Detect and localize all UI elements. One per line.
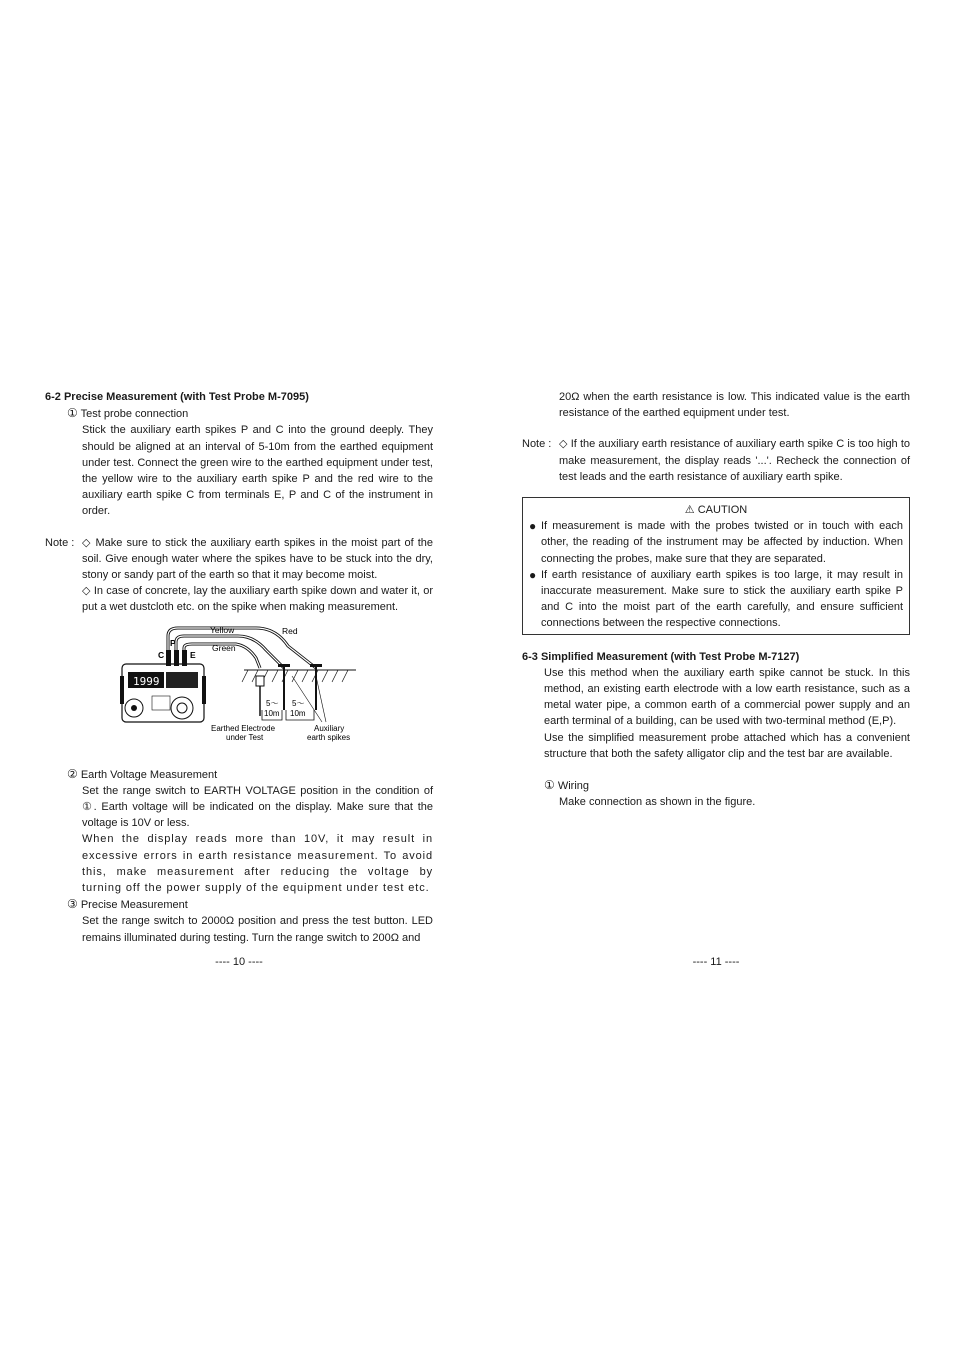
earthed-electrode-clip — [256, 676, 264, 686]
distance-2-bottom: 10m — [290, 708, 306, 718]
display-reading: 1999 — [133, 674, 160, 688]
red-label: Red — [282, 625, 298, 636]
step-title: Earth Voltage Measurement — [80, 768, 218, 781]
step1-title — [67, 405, 433, 422]
step-number: ① — [67, 406, 78, 421]
note-text: If the auxiliary earth resistance of auxiliary earth spike C is too high to make measurement, the display reads '...'. Recheck the connection of test leads and the earth resistance of auxiliary earth spike. — [559, 438, 910, 483]
terminal-c-label: C — [158, 649, 165, 660]
paragraph: 20Ω when the earth resistance is low. This indicated value is the earth resistance of the earthed equipment under test. — [559, 391, 910, 420]
step-title: Wiring — [557, 780, 589, 793]
warning-icon: ⚠ — [684, 504, 695, 517]
step1-text — [82, 422, 433, 519]
terminal-e — [182, 650, 187, 666]
caution-item-2 — [529, 567, 903, 632]
note-label: Note : — [45, 536, 75, 549]
paragraph: Set the range switch to 2000Ω position and press the test button. LED remains illuminated during testing. Turn the range switch to 200Ω and — [82, 915, 433, 944]
note-item — [559, 436, 910, 485]
note-label: Note : — [522, 438, 552, 451]
caution-text: If earth resistance of auxiliary earth spikes is too large, it may result in inaccurate measurement. Make sure to stick the auxiliary earth spike P and C into the moist part of the earth carefully, and ensure sufficient connections between the respective connections. — [541, 568, 903, 630]
step3-title — [67, 896, 433, 913]
note-item-1 — [82, 535, 433, 584]
note-item-2 — [82, 583, 433, 615]
caution-title — [529, 502, 903, 518]
paragraph: Use this method when the auxiliary earth spike cannot be stuck. In this method, an existing earth electrode with a low earth resistance, such as a metal water pipe, a common earth of a commercial power supply and an earth terminal of a building, can be used with two-terminal method (E,P). — [544, 666, 910, 728]
section-heading-6-2: 6-2 Precise Measurement (with Test Probe M-7095) — [45, 391, 309, 403]
earthed-electrode-label-2: under Test — [226, 732, 264, 742]
step-number: ② — [67, 766, 78, 781]
step-number: ③ — [67, 897, 78, 912]
instrument-label-panel — [166, 672, 198, 688]
section-6-3-text — [544, 665, 910, 762]
diamond-icon: ◇ — [559, 437, 568, 451]
note-block — [45, 535, 433, 616]
earthed-electrode-label-1: Earthed Electrode — [211, 723, 276, 733]
note-text: In case of concrete, lay the auxiliary earth spike down and water it, or put a wet dustcloth etc. on the spike when making measurement. — [82, 585, 433, 614]
diamond-icon: ◇ — [82, 584, 91, 598]
terminal-e-label: E — [190, 649, 196, 660]
terminal-p — [174, 650, 179, 666]
page-number-left: ---- 10 ---- — [215, 956, 263, 968]
diamond-icon: ◇ — [82, 535, 92, 549]
left-page — [45, 389, 433, 946]
distance-2-top: 5～ — [292, 698, 305, 708]
step2-text — [82, 783, 433, 896]
step2-title — [67, 766, 433, 783]
instrument-side-grip — [120, 676, 124, 704]
caution-text: If measurement is made with the probes twisted or in touch with each other, the reading of the instrument may be affected by induction. When connecting the probes, make sure that they are separated. — [541, 520, 903, 565]
wiring-title — [544, 777, 910, 794]
paragraph: Use the simplified measurement probe attached which has a convenient structure that both the safety alligator clip and the test bar are available. — [544, 731, 910, 760]
paragraph: Stick the auxiliary earth spikes P and C into the ground deeply. They should be aligned at an interval of 5-10m from the earthed equipment under test. Connect the green wire to the earthed equipment under test, the yellow wire to the auxiliary earth spike P and the red wire to the auxiliary earth spike C from terminals E, P and C of the instrument in order. — [82, 424, 433, 518]
instrument-side-grip — [202, 676, 206, 704]
note-text: Make sure to stick the auxiliary earth spikes in the moist part of the soil. Give enough water where the spikes have to be stuck into the dry, stony or sandy part of the earth so that it may become moist. — [82, 536, 433, 582]
terminal-p-label: P — [170, 637, 176, 648]
aux-spikes-label-1: Auxiliary — [314, 723, 345, 733]
continued-text — [559, 389, 910, 421]
caution-title-text: CAUTION — [697, 504, 748, 517]
paragraph: Set the range switch to EARTH VOLTAGE position in the condition of ①. Earth voltage will be indicated on the display. Make sure that the voltage is 10V or less. — [82, 784, 433, 830]
page-number-right: ---- 11 ---- — [692, 956, 740, 968]
wiring-diagram — [116, 624, 366, 742]
note-block — [522, 436, 910, 485]
paragraph: Make connection as shown in the figure. — [559, 796, 756, 809]
distance-1-top: 5～ — [266, 698, 279, 708]
yellow-label: Yellow — [210, 624, 235, 635]
caution-item-1 — [529, 518, 903, 567]
step3-text — [82, 913, 433, 945]
distance-1-bottom: 10m — [264, 708, 280, 718]
terminal-c — [166, 650, 171, 666]
bullet-icon: ● — [529, 519, 537, 534]
green-label: Green — [212, 642, 236, 653]
bullet-icon: ● — [529, 567, 537, 582]
right-page — [522, 389, 910, 810]
aux-spikes-label-2: earth spikes — [307, 732, 351, 742]
wiring-text — [559, 794, 910, 810]
caution-box — [522, 497, 910, 635]
step-title: Precise Measurement — [80, 899, 188, 912]
step-number: ① — [544, 778, 555, 793]
paragraph: When the display reads more than 10V, it may result in excessive errors in earth resistance measurement. To avoid this, make measurement after reducing the voltage by turning off the power supply of the equipment under test etc. — [82, 833, 433, 895]
step-title: Test probe connection — [80, 408, 189, 421]
section-heading-6-3: 6-3 Simplified Measurement (with Test Probe M-7127) — [522, 650, 800, 663]
